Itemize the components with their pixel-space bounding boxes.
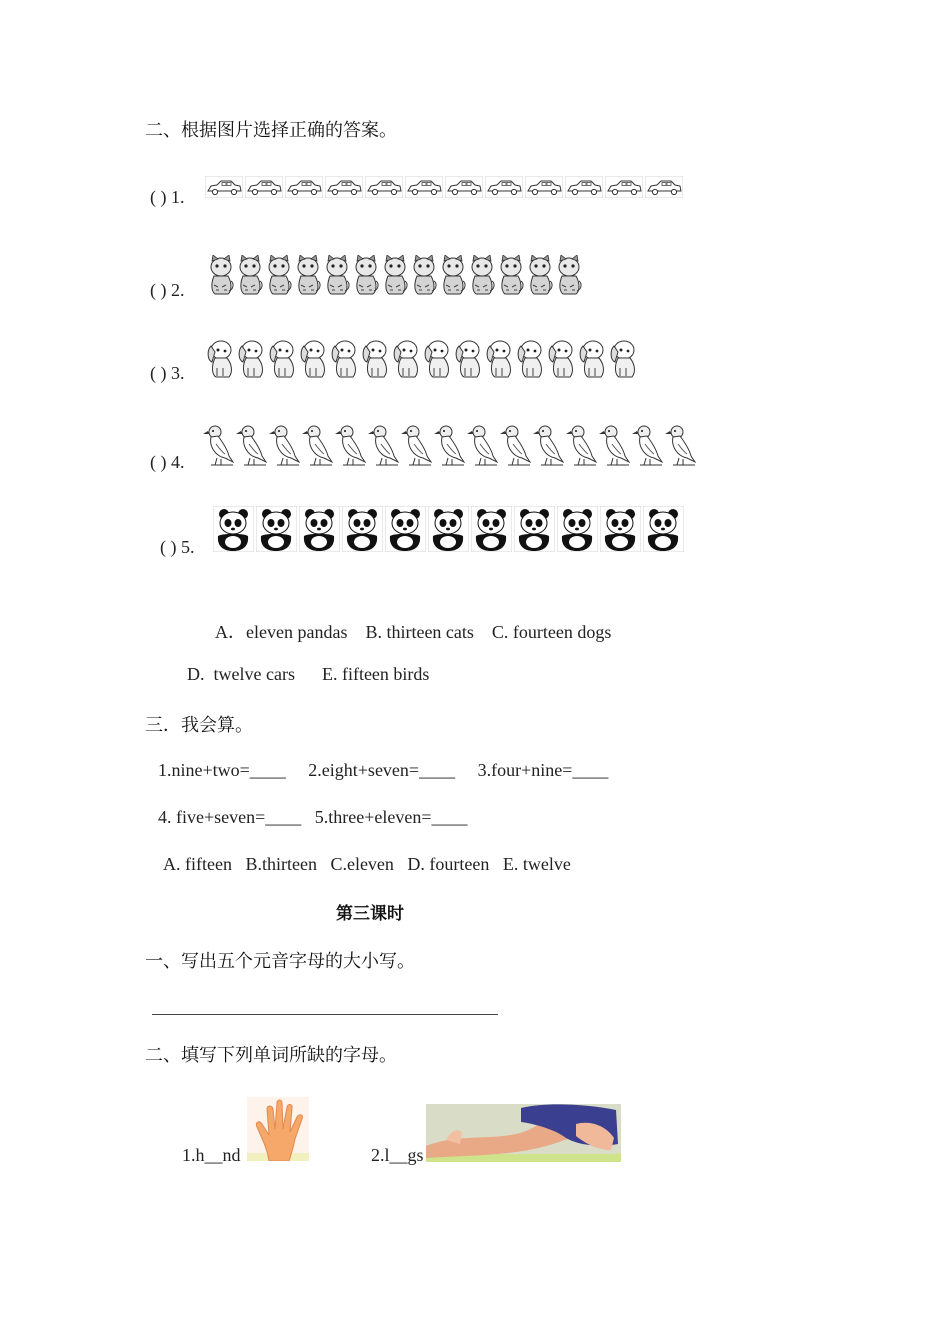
section3-heading: 三．我会算。 <box>145 715 253 736</box>
hand-photo <box>247 1097 309 1161</box>
panda-icon <box>514 506 555 552</box>
bird-icon <box>302 422 333 466</box>
panda-icon <box>256 506 297 552</box>
cat-icon <box>411 255 438 295</box>
lesson3-title: 第三课时 <box>336 904 404 924</box>
item-4-label: ( ) 4. <box>150 452 185 472</box>
panda-icon <box>471 506 512 552</box>
bird-icon <box>236 422 267 466</box>
cars-picture-row <box>205 176 683 198</box>
panda-icon <box>557 506 598 552</box>
item-5-label: ( ) 5. <box>160 537 195 557</box>
bird-icon <box>566 422 597 466</box>
dog-icon <box>269 338 298 378</box>
section2-heading: 二、根据图片选择正确的答案。 <box>145 120 397 141</box>
lesson3-q2-heading: 二、填写下列单词所缺的字母。 <box>145 1045 397 1066</box>
car-icon <box>485 176 523 198</box>
panda-icon <box>299 506 340 552</box>
pandas-picture-row <box>213 506 684 552</box>
dogs-picture-row <box>207 338 639 378</box>
dog-icon <box>455 338 484 378</box>
cat-icon <box>324 255 351 295</box>
bird-icon <box>203 422 234 466</box>
car-icon <box>645 176 683 198</box>
panda-icon <box>600 506 641 552</box>
dog-icon <box>207 338 236 378</box>
car-icon <box>605 176 643 198</box>
car-icon <box>525 176 563 198</box>
cat-icon <box>208 255 235 295</box>
panda-icon <box>428 506 469 552</box>
dog-icon <box>610 338 639 378</box>
dog-icon <box>362 338 391 378</box>
word-1-hand: 1.h__nd <box>182 1145 241 1165</box>
car-icon <box>205 176 243 198</box>
cat-icon <box>382 255 409 295</box>
dog-icon <box>393 338 422 378</box>
panda-icon <box>643 506 684 552</box>
dog-icon <box>238 338 267 378</box>
cat-icon <box>498 255 525 295</box>
car-icon <box>405 176 443 198</box>
dog-icon <box>548 338 577 378</box>
car-icon <box>285 176 323 198</box>
bird-icon <box>434 422 465 466</box>
dog-icon <box>300 338 329 378</box>
calc-line-2: 4. five+seven=____ 5.three+eleven=____ <box>158 807 468 827</box>
bird-icon <box>401 422 432 466</box>
item-2-label: ( ) 2. <box>150 280 185 300</box>
panda-icon <box>213 506 254 552</box>
car-icon <box>365 176 403 198</box>
cat-icon <box>527 255 554 295</box>
item-1-label: ( ) 1. <box>150 187 185 207</box>
bird-icon <box>269 422 300 466</box>
bird-icon <box>335 422 366 466</box>
calc-line-1: 1.nine+two=____ 2.eight+seven=____ 3.four+nine=____ <box>158 760 609 780</box>
dog-icon <box>517 338 546 378</box>
car-icon <box>325 176 363 198</box>
bird-icon <box>467 422 498 466</box>
bird-icon <box>368 422 399 466</box>
car-icon <box>245 176 283 198</box>
panda-icon <box>385 506 426 552</box>
answer-line[interactable] <box>152 1014 498 1015</box>
options-line-2: D. twelve cars E. fifteen birds <box>187 664 430 684</box>
birds-picture-row <box>203 422 696 466</box>
cat-icon <box>353 255 380 295</box>
lesson3-q1-heading: 一、写出五个元音字母的大小写。 <box>145 951 415 972</box>
car-icon <box>445 176 483 198</box>
cat-icon <box>266 255 293 295</box>
cat-icon <box>440 255 467 295</box>
bird-icon <box>632 422 663 466</box>
dog-icon <box>486 338 515 378</box>
bird-icon <box>599 422 630 466</box>
panda-icon <box>342 506 383 552</box>
bird-icon <box>665 422 696 466</box>
car-icon <box>565 176 603 198</box>
options-line-1: A．eleven pandas B. thirteen cats C. fourteen dogs <box>215 622 612 642</box>
cat-icon <box>556 255 583 295</box>
calc-answers: A. fifteen B.thirteen C.eleven D. fourteen E. twelve <box>163 854 571 874</box>
bird-icon <box>500 422 531 466</box>
cats-picture-row <box>208 255 583 295</box>
dog-icon <box>331 338 360 378</box>
dog-icon <box>424 338 453 378</box>
bird-icon <box>533 422 564 466</box>
cat-icon <box>237 255 264 295</box>
word-2-legs: 2.l__gs <box>371 1145 424 1165</box>
legs-photo <box>426 1104 621 1162</box>
cat-icon <box>469 255 496 295</box>
item-3-label: ( ) 3. <box>150 363 185 383</box>
dog-icon <box>579 338 608 378</box>
cat-icon <box>295 255 322 295</box>
